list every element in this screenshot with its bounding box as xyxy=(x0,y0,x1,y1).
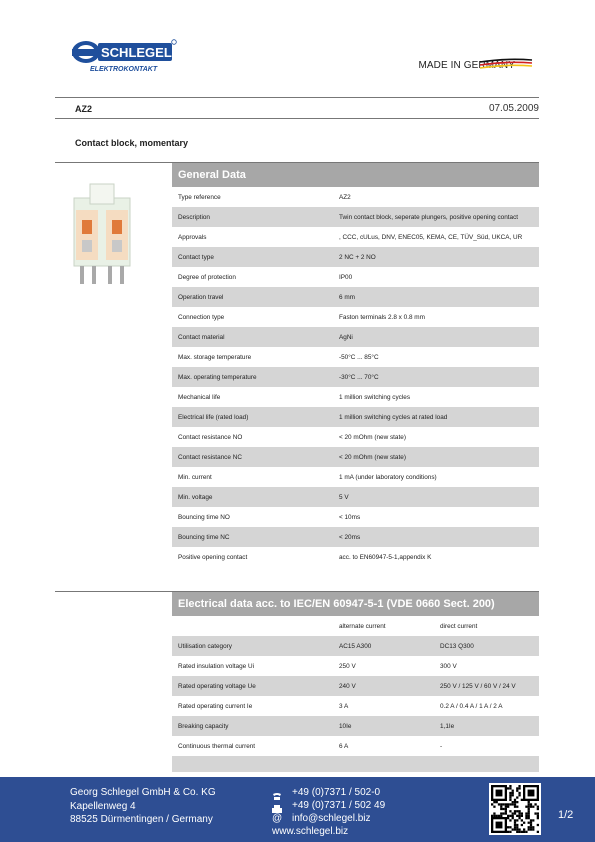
row-label: Contact resistance NC xyxy=(178,454,242,461)
fax-icon xyxy=(272,801,282,810)
table-row xyxy=(172,656,539,676)
article-number: AZ2 xyxy=(75,104,93,114)
row-label: Breaking capacity xyxy=(178,723,229,730)
table-row xyxy=(172,636,539,656)
row-dc-value: 300 V xyxy=(440,663,457,670)
table-row xyxy=(172,227,539,247)
row-value: < 20 mOhm (new state) xyxy=(339,434,406,441)
row-value: 5 V xyxy=(339,494,349,501)
header-divider-top xyxy=(55,97,539,98)
table-row xyxy=(172,527,539,547)
row-value: AgNi xyxy=(339,334,353,341)
row-label: Contact material xyxy=(178,334,225,341)
row-value: 6 mm xyxy=(339,294,355,301)
table-row xyxy=(172,736,539,756)
row-ac-value: AC15 A300 xyxy=(339,643,372,650)
row-value: acc. to EN60947-5-1,appendix K xyxy=(339,554,432,561)
email-link[interactable]: info@schlegel.biz xyxy=(292,813,371,824)
row-label: Approvals xyxy=(178,234,207,241)
row-label: Max. operating temperature xyxy=(178,374,257,381)
table-row xyxy=(172,716,539,736)
fax-number[interactable]: +49 (0)7371 / 502 49 xyxy=(292,800,386,811)
row-label: Contact type xyxy=(178,254,214,261)
table-row xyxy=(172,467,539,487)
row-label: Positive opening contact xyxy=(178,554,248,561)
row-dc-value: 0.2 A / 0.4 A / 1 A / 2 A xyxy=(440,703,503,710)
table-row xyxy=(172,367,539,387)
row-label: Type reference xyxy=(178,194,221,201)
table-row xyxy=(172,307,539,327)
row-value: Faston terminals 2.8 x 0.8 mm xyxy=(339,314,425,321)
table-row xyxy=(172,407,539,427)
row-ac-value: 250 V xyxy=(339,663,356,670)
electrical-column-headers xyxy=(172,616,539,636)
row-value: 1 million switching cycles at rated load xyxy=(339,414,448,421)
row-value: Twin contact block, seperate plungers, positive opening contact xyxy=(339,214,519,221)
row-label: Bouncing time NC xyxy=(178,534,230,541)
row-value: -30°C ... 70°C xyxy=(339,374,379,381)
row-dc-value: 1,1Ie xyxy=(440,723,455,730)
table-row xyxy=(172,187,539,207)
row-value: < 10ms xyxy=(339,514,361,521)
table-row xyxy=(172,247,539,267)
row-value: IP00 xyxy=(339,274,353,281)
row-label: Degree of protection xyxy=(178,274,236,281)
company-street: Kapellenweg 4 xyxy=(70,801,136,812)
email-at-icon: @ xyxy=(272,813,283,824)
row-dc-value: 250 V / 125 V / 60 V / 24 V xyxy=(440,683,516,690)
row-label: Min. current xyxy=(178,474,212,481)
row-label: Rated operating current Ie xyxy=(178,703,253,710)
table-row xyxy=(172,327,539,347)
table-row xyxy=(172,487,539,507)
table-row xyxy=(172,267,539,287)
electrical-data-heading: Electrical data acc. to IEC/EN 60947-5-1 (VDE 0660 Sect. 200) xyxy=(172,592,539,616)
table-row xyxy=(172,696,539,716)
product-image xyxy=(70,180,134,290)
brand-name: SCHLEGEL xyxy=(101,45,172,60)
table-row xyxy=(172,547,539,567)
row-value: AZ2 xyxy=(339,194,351,201)
row-ac-value: 10Ie xyxy=(339,723,352,730)
table-row xyxy=(172,447,539,467)
row-ac-value: 6 A xyxy=(339,743,349,750)
table-row xyxy=(172,387,539,407)
page-footer xyxy=(0,777,595,842)
row-label: Rated operating voltage Ue xyxy=(178,683,256,690)
header-divider-bottom xyxy=(55,118,539,119)
product-subtitle: Contact block, momentary xyxy=(75,138,189,148)
row-label: Contact resistance NO xyxy=(178,434,243,441)
page-number: 1/2 xyxy=(558,809,574,821)
row-value: 1 mA (under laboratory conditions) xyxy=(339,474,437,481)
row-label: Description xyxy=(178,214,210,221)
row-value: , CCC, cULus, DNV, ENEC05, KEMA, CE, TÜV_Süd, UKCA, UR xyxy=(339,234,523,241)
brand-subtitle: ELEKTROKONTAKT xyxy=(90,66,158,73)
website-link[interactable]: www.schlegel.biz xyxy=(272,826,349,837)
row-label: Max. storage temperature xyxy=(178,354,252,361)
table-row xyxy=(172,507,539,527)
general-data-heading: General Data xyxy=(172,163,539,187)
col-alternate-current: alternate current xyxy=(339,623,386,630)
made-in-label: MADE IN GERMANY xyxy=(418,60,515,71)
row-label: Utilisation category xyxy=(178,643,232,650)
schlegel-logo xyxy=(68,38,178,78)
table-row xyxy=(172,427,539,447)
row-dc-value: - xyxy=(440,743,443,750)
company-city: 88525 Dürmentingen / Germany xyxy=(70,814,213,825)
row-label: Min. voltage xyxy=(178,494,213,501)
row-label: Rated insulation voltage Ui xyxy=(178,663,255,670)
phone-icon xyxy=(272,788,282,797)
table-row xyxy=(172,347,539,367)
row-ac-value: 240 V xyxy=(339,683,356,690)
row-label: Bouncing time NO xyxy=(178,514,230,521)
table-row xyxy=(172,287,539,307)
table-footer-bar xyxy=(172,756,539,772)
row-label: Operation travel xyxy=(178,294,224,301)
row-label: Continuous thermal current xyxy=(178,743,256,750)
row-value: 1 million switching cycles xyxy=(339,394,411,401)
table-row xyxy=(172,207,539,227)
row-label: Connection type xyxy=(178,314,225,321)
row-value: < 20 mOhm (new state) xyxy=(339,454,406,461)
company-name: Georg Schlegel GmbH & Co. KG xyxy=(70,787,216,798)
row-value: 2 NC + 2 NO xyxy=(339,254,376,261)
table-row xyxy=(172,676,539,696)
row-value: < 20ms xyxy=(339,534,361,541)
row-label: Mechanical life xyxy=(178,394,221,401)
document-date: 07.05.2009 xyxy=(488,103,539,114)
phone-number[interactable]: +49 (0)7371 / 502-0 xyxy=(292,787,381,798)
german-flag-swoosh-icon xyxy=(478,58,534,72)
qr-code[interactable] xyxy=(489,783,541,835)
row-dc-value: DC13 Q300 xyxy=(440,643,474,650)
col-direct-current: direct current xyxy=(440,623,478,630)
row-value: -50°C ... 85°C xyxy=(339,354,379,361)
row-ac-value: 3 A xyxy=(339,703,349,710)
row-label: Electrical life (rated load) xyxy=(178,414,249,421)
